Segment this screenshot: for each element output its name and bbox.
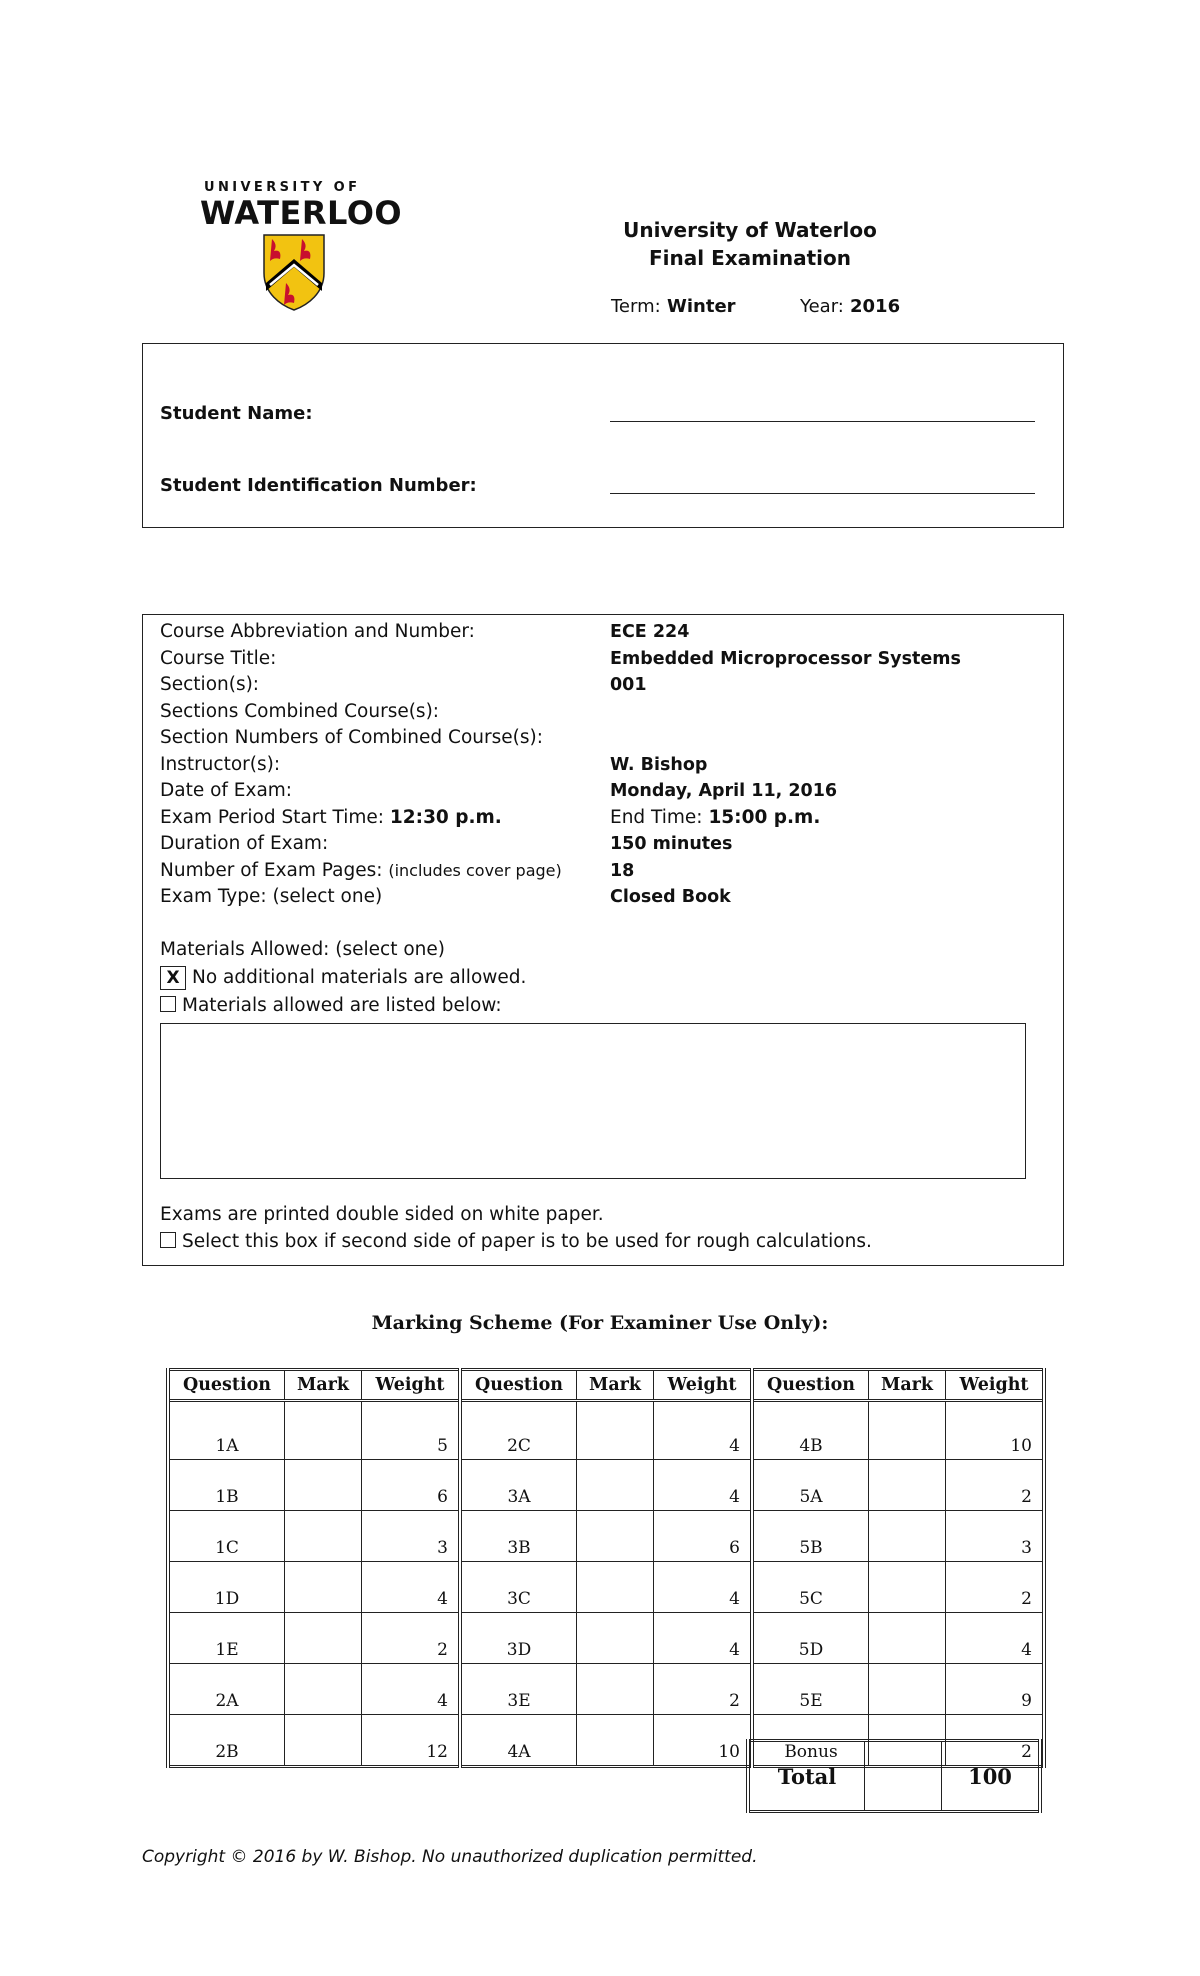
start-time-label: Exam Period Start Time: <box>160 807 385 828</box>
logo-text-top: UNIVERSITY OF <box>204 180 361 195</box>
rough-calc-text: Select this box if second side of paper is to be used for rough calculations. <box>182 1231 872 1252</box>
section-value: 001 <box>610 675 647 695</box>
weight-cell: 2 <box>946 1562 1045 1613</box>
course-title-label: Course Title: <box>160 648 277 669</box>
question-cell: 3B <box>460 1511 577 1562</box>
weight-cell: 4 <box>654 1401 753 1460</box>
university-logo <box>200 180 403 310</box>
mark-cell[interactable] <box>577 1401 654 1460</box>
printing-note: Exams are printed double sided on white paper. <box>160 1204 604 1225</box>
mark-cell[interactable] <box>285 1715 362 1767</box>
weight-cell: 2 <box>946 1715 1045 1767</box>
weight-cell: 6 <box>362 1460 461 1511</box>
weight-cell: 4 <box>362 1562 461 1613</box>
table-row <box>168 1511 1044 1562</box>
weight-cell: 4 <box>654 1562 753 1613</box>
question-cell: 5C <box>752 1562 869 1613</box>
rough-calc-checkbox[interactable] <box>160 1232 176 1248</box>
start-time-value: 12:30 p.m. <box>389 807 502 828</box>
mark-cell[interactable] <box>577 1613 654 1664</box>
weight-cell: 9 <box>946 1664 1045 1715</box>
materials-list-box[interactable] <box>160 1023 1026 1179</box>
materials-option-none <box>160 965 526 991</box>
mark-cell[interactable] <box>577 1715 654 1767</box>
question-cell: 1B <box>168 1460 285 1511</box>
pages-note: (includes cover page) <box>388 861 562 880</box>
header-mark-1: Mark <box>285 1370 362 1401</box>
end-time-value: 15:00 p.m. <box>708 807 821 828</box>
table-row <box>168 1664 1044 1715</box>
weight-cell: 2 <box>946 1460 1045 1511</box>
end-time-label: End Time: <box>610 807 703 828</box>
mark-cell[interactable] <box>869 1460 946 1511</box>
term-value: Winter <box>667 296 736 317</box>
copyright-notice: Copyright © 2016 by W. Bishop. No unauthorized duplication permitted. <box>142 1847 758 1867</box>
pages-label: Number of Exam Pages: <box>160 860 383 881</box>
total-row <box>748 1741 1040 1812</box>
weight-cell: 2 <box>654 1664 753 1715</box>
shield-icon <box>262 233 326 311</box>
exam-type-label: Exam Type: (select one) <box>160 886 383 907</box>
mark-cell[interactable] <box>285 1613 362 1664</box>
weight-cell: 6 <box>654 1511 753 1562</box>
materials-listed-checkbox[interactable] <box>160 996 176 1012</box>
materials-label: Materials Allowed: (select one) <box>160 939 446 960</box>
table-row <box>168 1562 1044 1613</box>
table-row <box>168 1460 1044 1511</box>
weight-cell: 4 <box>362 1664 461 1715</box>
mark-cell[interactable] <box>869 1562 946 1613</box>
materials-none-text: No additional materials are allowed. <box>192 967 527 988</box>
header-question-3: Question <box>752 1370 869 1401</box>
mark-cell[interactable] <box>577 1460 654 1511</box>
weight-cell: 2 <box>362 1613 461 1664</box>
pages-row <box>160 858 562 884</box>
total-label: Total <box>748 1741 865 1812</box>
exam-date-value: Monday, April 11, 2016 <box>610 781 838 801</box>
weight-cell: 4 <box>654 1460 753 1511</box>
mark-cell[interactable] <box>285 1511 362 1562</box>
course-abbrev-value: ECE 224 <box>610 622 690 642</box>
weight-cell: 12 <box>362 1715 461 1767</box>
student-info-box <box>142 343 1064 528</box>
question-cell: 3D <box>460 1613 577 1664</box>
exam-university-heading: University of Waterloo <box>623 218 877 242</box>
header-question-2: Question <box>460 1370 577 1401</box>
header-question-1: Question <box>168 1370 285 1401</box>
mark-cell[interactable] <box>285 1664 362 1715</box>
start-time-row <box>160 805 502 831</box>
mark-cell[interactable] <box>577 1562 654 1613</box>
year-value: 2016 <box>850 296 901 317</box>
course-abbrev-label: Course Abbreviation and Number: <box>160 621 475 642</box>
header-weight-2: Weight <box>654 1370 753 1401</box>
logo-text-main: WATERLOO <box>200 194 403 232</box>
mark-cell[interactable] <box>285 1460 362 1511</box>
table-row <box>168 1401 1044 1460</box>
rough-calc-row <box>160 1229 872 1255</box>
materials-none-checkbox[interactable]: X <box>160 966 186 990</box>
question-cell: 2A <box>168 1664 285 1715</box>
student-id-label: Student Identification Number: <box>160 475 477 496</box>
end-time-row <box>610 805 820 831</box>
question-cell: 3E <box>460 1664 577 1715</box>
materials-option-listed <box>160 993 502 1019</box>
weight-cell: 3 <box>946 1511 1045 1562</box>
table-row <box>168 1613 1044 1664</box>
materials-listed-text: Materials allowed are listed below: <box>182 995 502 1016</box>
total-mark-cell[interactable] <box>865 1741 942 1812</box>
combined-section-label: Section Numbers of Combined Course(s): <box>160 727 543 748</box>
instructor-value: W. Bishop <box>610 755 708 775</box>
weight-cell: 3 <box>362 1511 461 1562</box>
mark-cell[interactable] <box>577 1664 654 1715</box>
question-cell: 1A <box>168 1401 285 1460</box>
mark-cell[interactable] <box>285 1401 362 1460</box>
student-name-label: Student Name: <box>160 403 313 424</box>
mark-cell[interactable] <box>869 1511 946 1562</box>
header-weight-3: Weight <box>946 1370 1045 1401</box>
exam-type-heading: Final Examination <box>649 246 851 270</box>
marking-scheme-title: Marking Scheme (For Examiner Use Only): <box>371 1312 829 1334</box>
section-label: Section(s): <box>160 674 260 695</box>
weight-cell: 4 <box>654 1613 753 1664</box>
instructor-label: Instructor(s): <box>160 754 281 775</box>
student-id-field[interactable] <box>610 493 1035 494</box>
question-cell: 1D <box>168 1562 285 1613</box>
header-weight-1: Weight <box>362 1370 461 1401</box>
weight-cell: 10 <box>654 1715 753 1767</box>
question-cell: Bonus <box>752 1715 869 1767</box>
question-cell: 5E <box>752 1664 869 1715</box>
marking-header-row <box>168 1370 1044 1401</box>
weight-cell: 5 <box>362 1401 461 1460</box>
pages-value: 18 <box>610 861 635 881</box>
header-mark-2: Mark <box>577 1370 654 1401</box>
mark-cell[interactable] <box>869 1613 946 1664</box>
question-cell: 4B <box>752 1401 869 1460</box>
combined-course-label: Sections Combined Course(s): <box>160 701 440 722</box>
question-cell: 1E <box>168 1613 285 1664</box>
header-mark-3: Mark <box>869 1370 946 1401</box>
duration-label: Duration of Exam: <box>160 833 329 854</box>
mark-cell[interactable] <box>869 1401 946 1460</box>
year-label: Year: <box>800 296 844 317</box>
question-cell: 2B <box>168 1715 285 1767</box>
duration-value: 150 minutes <box>610 834 733 854</box>
marking-scheme-table <box>166 1368 1046 1768</box>
question-cell: 5D <box>752 1613 869 1664</box>
total-table <box>746 1739 1042 1813</box>
total-value: 100 <box>942 1741 1041 1812</box>
question-cell: 1C <box>168 1511 285 1562</box>
exam-date-label: Date of Exam: <box>160 780 293 801</box>
mark-cell[interactable] <box>869 1664 946 1715</box>
course-title-value: Embedded Microprocessor Systems <box>610 649 961 669</box>
weight-cell: 4 <box>946 1613 1045 1664</box>
question-cell: 5A <box>752 1460 869 1511</box>
question-cell: 2C <box>460 1401 577 1460</box>
weight-cell: 10 <box>946 1401 1045 1460</box>
question-cell: 4A <box>460 1715 577 1767</box>
mark-cell[interactable] <box>577 1511 654 1562</box>
mark-cell[interactable] <box>285 1562 362 1613</box>
exam-type-value: Closed Book <box>610 887 731 907</box>
question-cell: 3C <box>460 1562 577 1613</box>
question-cell: 5B <box>752 1511 869 1562</box>
student-name-field[interactable] <box>610 421 1035 422</box>
question-cell: 3A <box>460 1460 577 1511</box>
term-label: Term: <box>611 296 661 317</box>
